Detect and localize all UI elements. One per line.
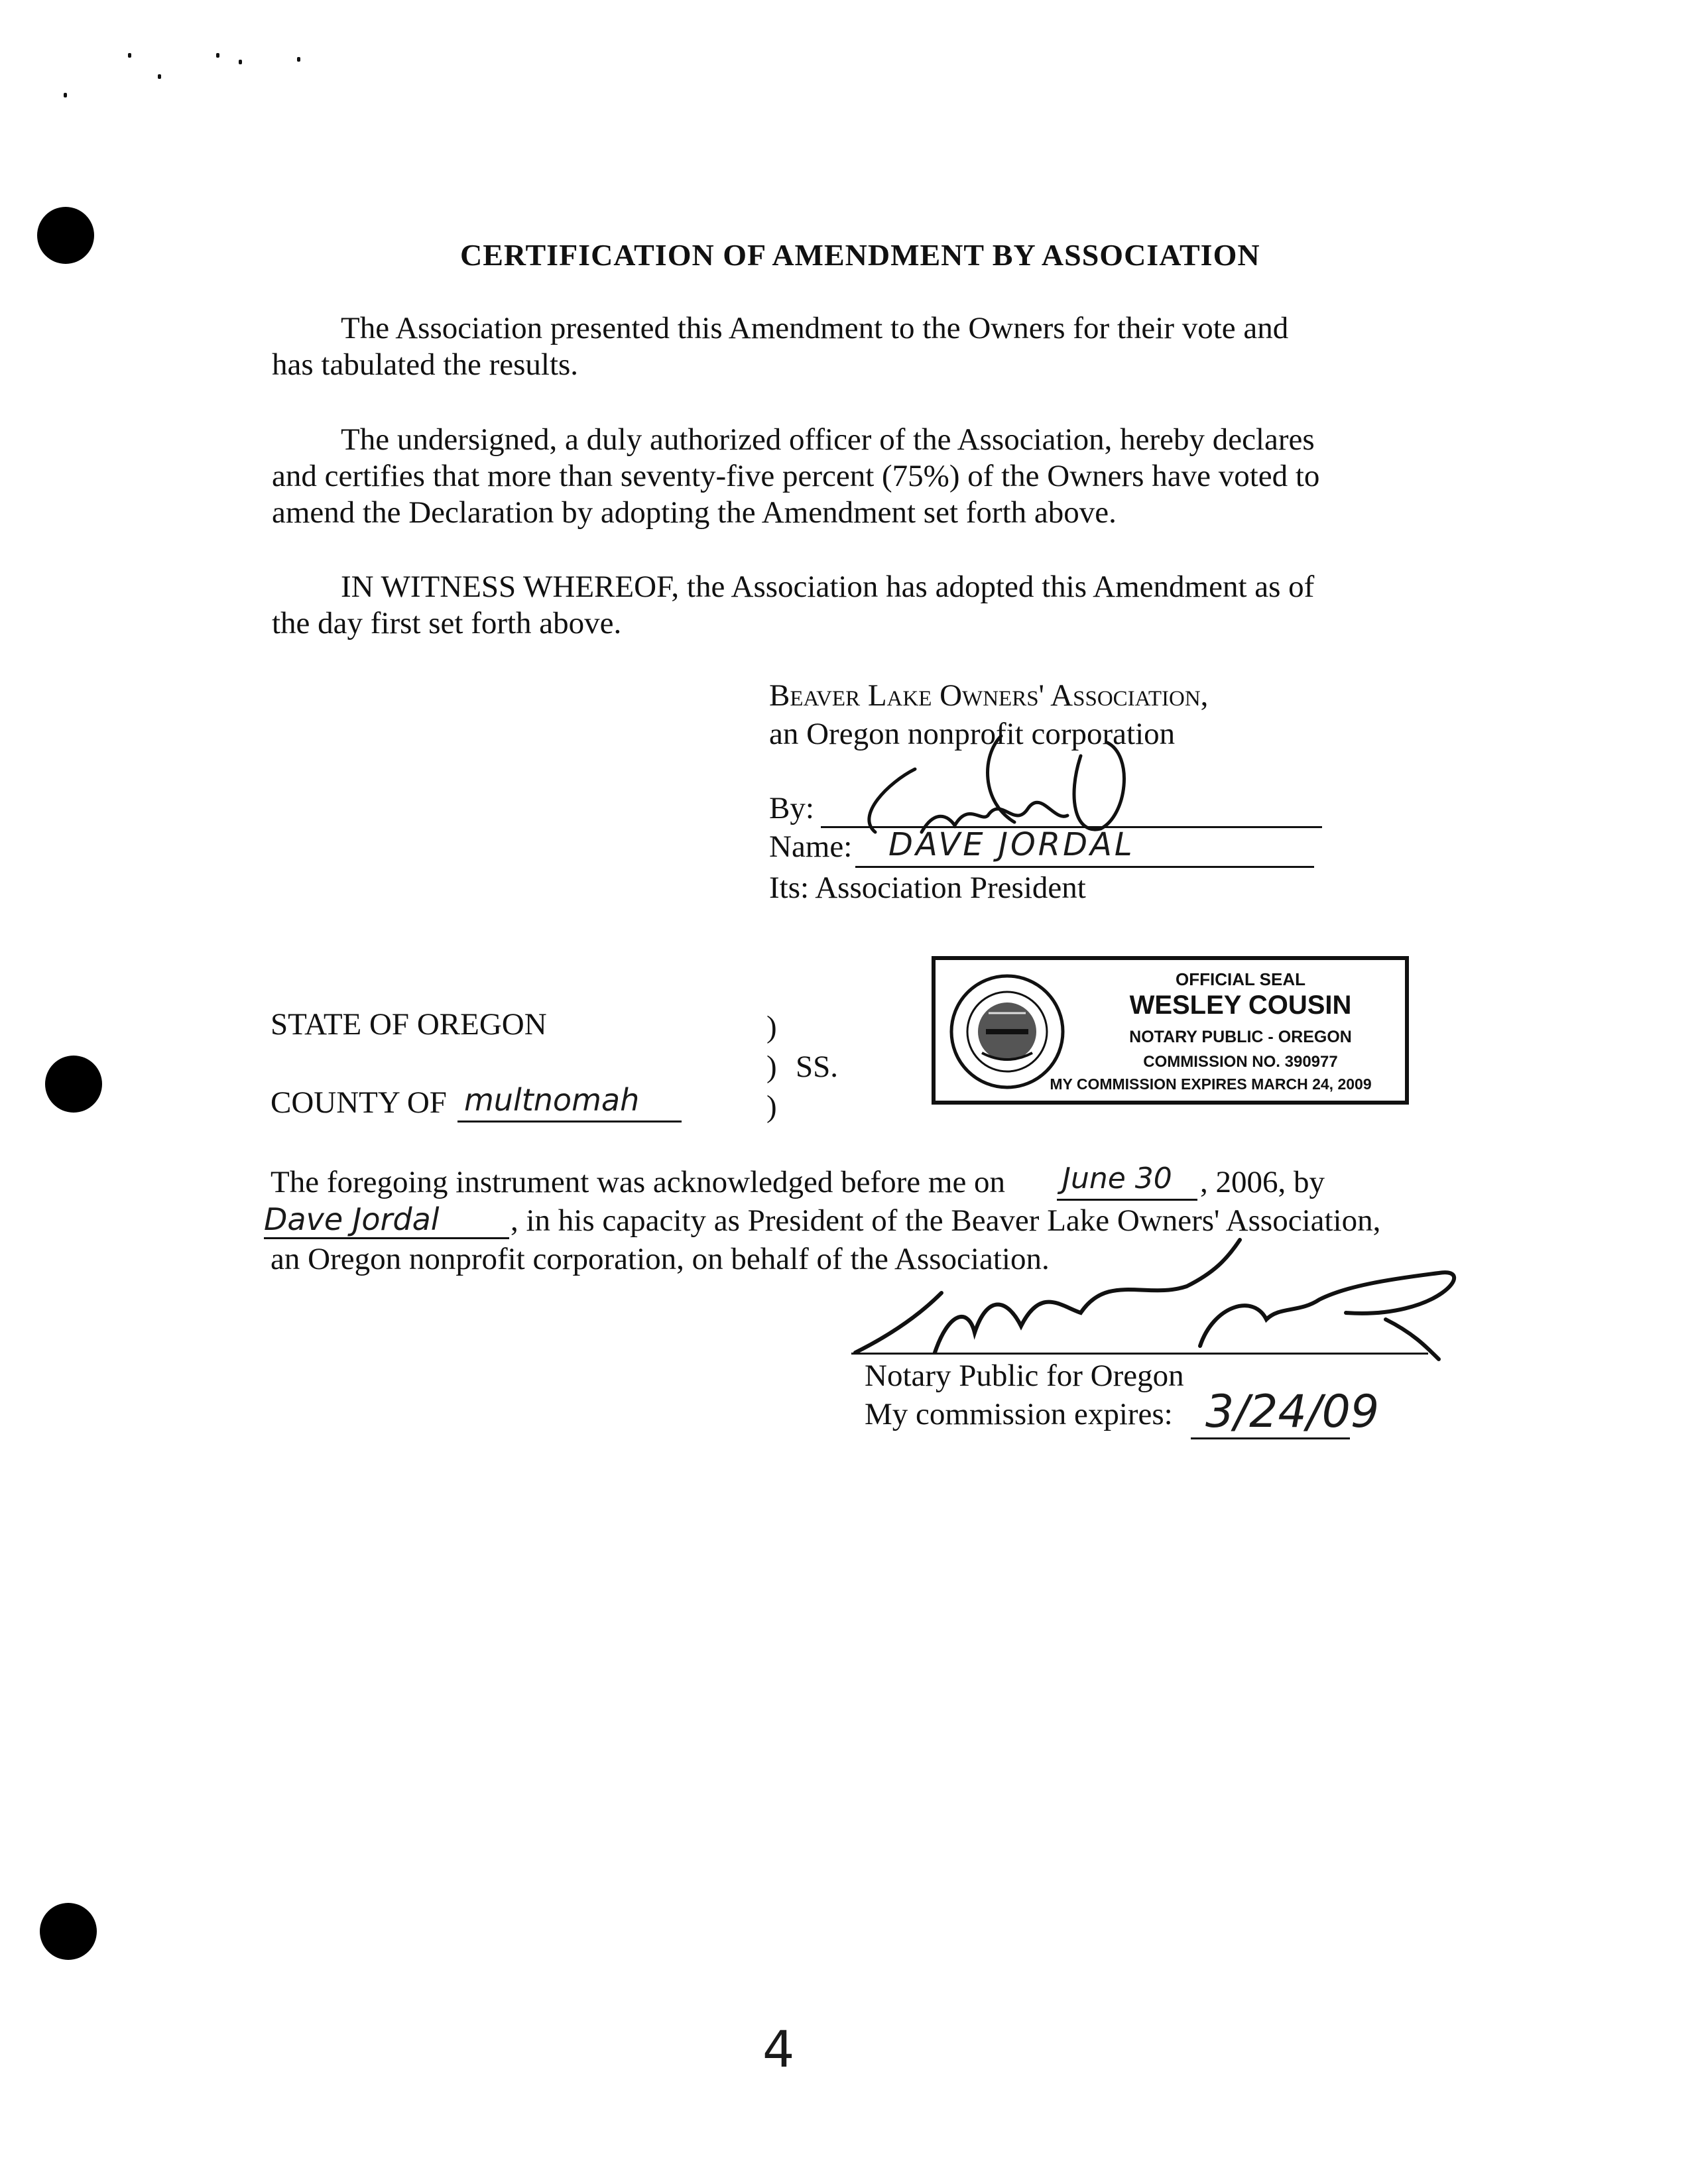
scan-speck (216, 53, 219, 58)
venue-paren: ) (766, 1050, 777, 1084)
scan-speck (128, 53, 131, 58)
state-seal-emblem (949, 973, 1065, 1090)
venue-paren: ) (766, 1089, 777, 1124)
paragraph-certifies (272, 422, 1492, 531)
venue-paren: ) (766, 1010, 777, 1044)
signer-line (264, 1237, 509, 1239)
association-type: an Oregon nonprofit corporation (769, 717, 1176, 751)
seal-commission-number: COMMISSION NO. 390977 (1143, 1053, 1338, 1071)
date-line (1057, 1199, 1197, 1201)
paragraph-line: has tabulated the results. (272, 347, 579, 382)
venue-county-label: COUNTY OF (271, 1085, 447, 1120)
its-line: Its: Association President (769, 871, 1086, 905)
scan-speck (64, 93, 67, 97)
notary-seal-stamp (932, 956, 1409, 1105)
by-label: By: (769, 791, 814, 825)
acknowledgment-date-handwritten: June 30 (1062, 1162, 1172, 1195)
name-line (855, 866, 1314, 868)
acknowledgment-line-1b: , 2006, by (1200, 1165, 1325, 1199)
punch-hole-bottom (40, 1903, 97, 1960)
acknowledgment-line-2: , in his capacity as President of the Beaver Lake Owners' Association, (511, 1203, 1381, 1238)
punch-hole-top (37, 207, 94, 264)
paragraph-line: and certifies that more than seventy-five percent (75%) of the Owners have voted to (272, 459, 1320, 493)
paragraph-line: The Association presented this Amendment to the Owners for their vote and (341, 311, 1289, 345)
county-line (457, 1121, 682, 1122)
name-label: Name: (769, 829, 853, 864)
notary-signature-line (851, 1353, 1428, 1355)
notary-signature (842, 1233, 1472, 1366)
scan-speck (297, 57, 300, 62)
seal-expiration: MY COMMISSION EXPIRES MARCH 24, 2009 (1050, 1075, 1372, 1093)
acknowledgment-signer-handwritten: Dave Jordal (264, 1201, 440, 1237)
paragraph-presented (272, 310, 1492, 383)
document-title: CERTIFICATION OF AMENDMENT BY ASSOCIATION (460, 238, 1260, 272)
punch-hole-middle (45, 1056, 102, 1113)
commission-expires-label: My commission expires: (865, 1397, 1173, 1431)
association-name: Beaver Lake Owners' Association, (769, 678, 1209, 713)
printed-name-handwritten: DAVE JORDAL (888, 826, 1135, 863)
notary-public-line: Notary Public for Oregon (865, 1359, 1184, 1393)
seal-heading: OFFICIAL SEAL (1176, 969, 1305, 989)
seal-notary-name: WESLEY COUSIN (1129, 991, 1352, 1020)
acknowledgment-line-1a: The foregoing instrument was acknowledged before me on (271, 1165, 1006, 1199)
page-number: 4 (762, 2020, 795, 2079)
paragraph-line: The undersigned, a duly authorized officer of the Association, hereby declares (341, 422, 1315, 457)
paragraph-line: IN WITNESS WHEREOF, the Association has adopted this Amendment as of (341, 570, 1315, 604)
scan-speck (158, 74, 161, 79)
paragraph-line: amend the Declaration by adopting the Amendment set forth above. (272, 495, 1117, 530)
commission-expires-handwritten: 3/24/09 (1205, 1386, 1380, 1438)
acknowledgment-line-3: an Oregon nonprofit corporation, on behalf of the Association. (271, 1242, 1050, 1276)
venue-state: STATE OF OREGON (271, 1007, 547, 1042)
commission-expires-line (1191, 1437, 1350, 1439)
venue-ss: SS. (796, 1050, 839, 1084)
scan-speck (239, 60, 242, 64)
paragraph-witness (272, 569, 1492, 642)
venue-county-handwritten: multnomah (464, 1082, 640, 1118)
paragraph-line: the day first set forth above. (272, 606, 622, 640)
seal-title: NOTARY PUBLIC - OREGON (1129, 1028, 1352, 1046)
